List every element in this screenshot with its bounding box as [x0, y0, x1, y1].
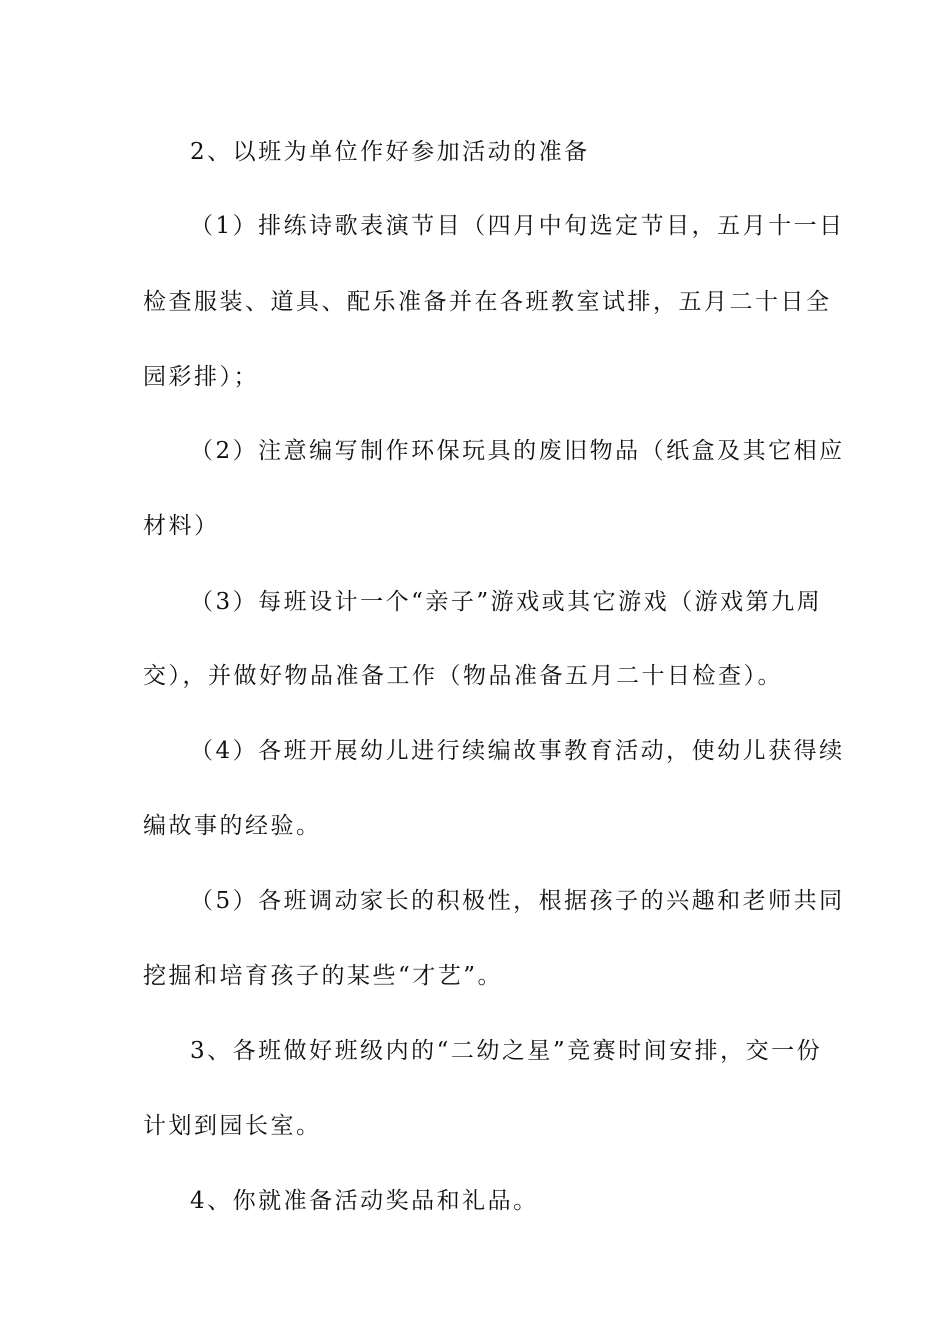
- item-1-line-1: （1）排练诗歌表演节目（四月中旬选定节目，五月十一日: [190, 213, 845, 239]
- item-2-line-1: （2）注意编写制作环保玩具的废旧物品（纸盒及其它相应: [190, 438, 845, 464]
- section-2-heading: 2、以班为单位作好参加活动的准备: [190, 139, 590, 165]
- item-5-line-1: （5）各班调动家长的积极性，根据孩子的兴趣和老师共同: [190, 888, 845, 914]
- item-4-line-1: （4）各班开展幼儿进行续编故事教育活动，使幼儿获得续: [190, 738, 845, 764]
- item-1-line-3: 园彩排）；: [143, 364, 259, 390]
- item-1-line-2: 检查服装、道具、配乐准备并在各班教室试排，五月二十日全: [143, 289, 832, 315]
- item-3-line-2: 交），并做好物品准备工作（物品准备五月二十日检查）。: [143, 663, 783, 689]
- section-4-line-1: 4、你就准备活动奖品和礼品。: [190, 1188, 539, 1214]
- section-3-line-1: 3、各班做好班级内的“二幼之星”竞赛时间安排，交一份: [190, 1038, 823, 1064]
- item-4-line-2: 编故事的经验。: [143, 813, 322, 839]
- item-3-line-1: （3）每班设计一个“亲子”游戏或其它游戏（游戏第九周: [190, 589, 823, 615]
- section-3-line-2: 计划到园长室。: [143, 1113, 322, 1139]
- item-2-line-2: 材料）: [143, 513, 220, 539]
- item-5-line-2: 挖掘和培育孩子的某些“才艺”。: [143, 963, 504, 989]
